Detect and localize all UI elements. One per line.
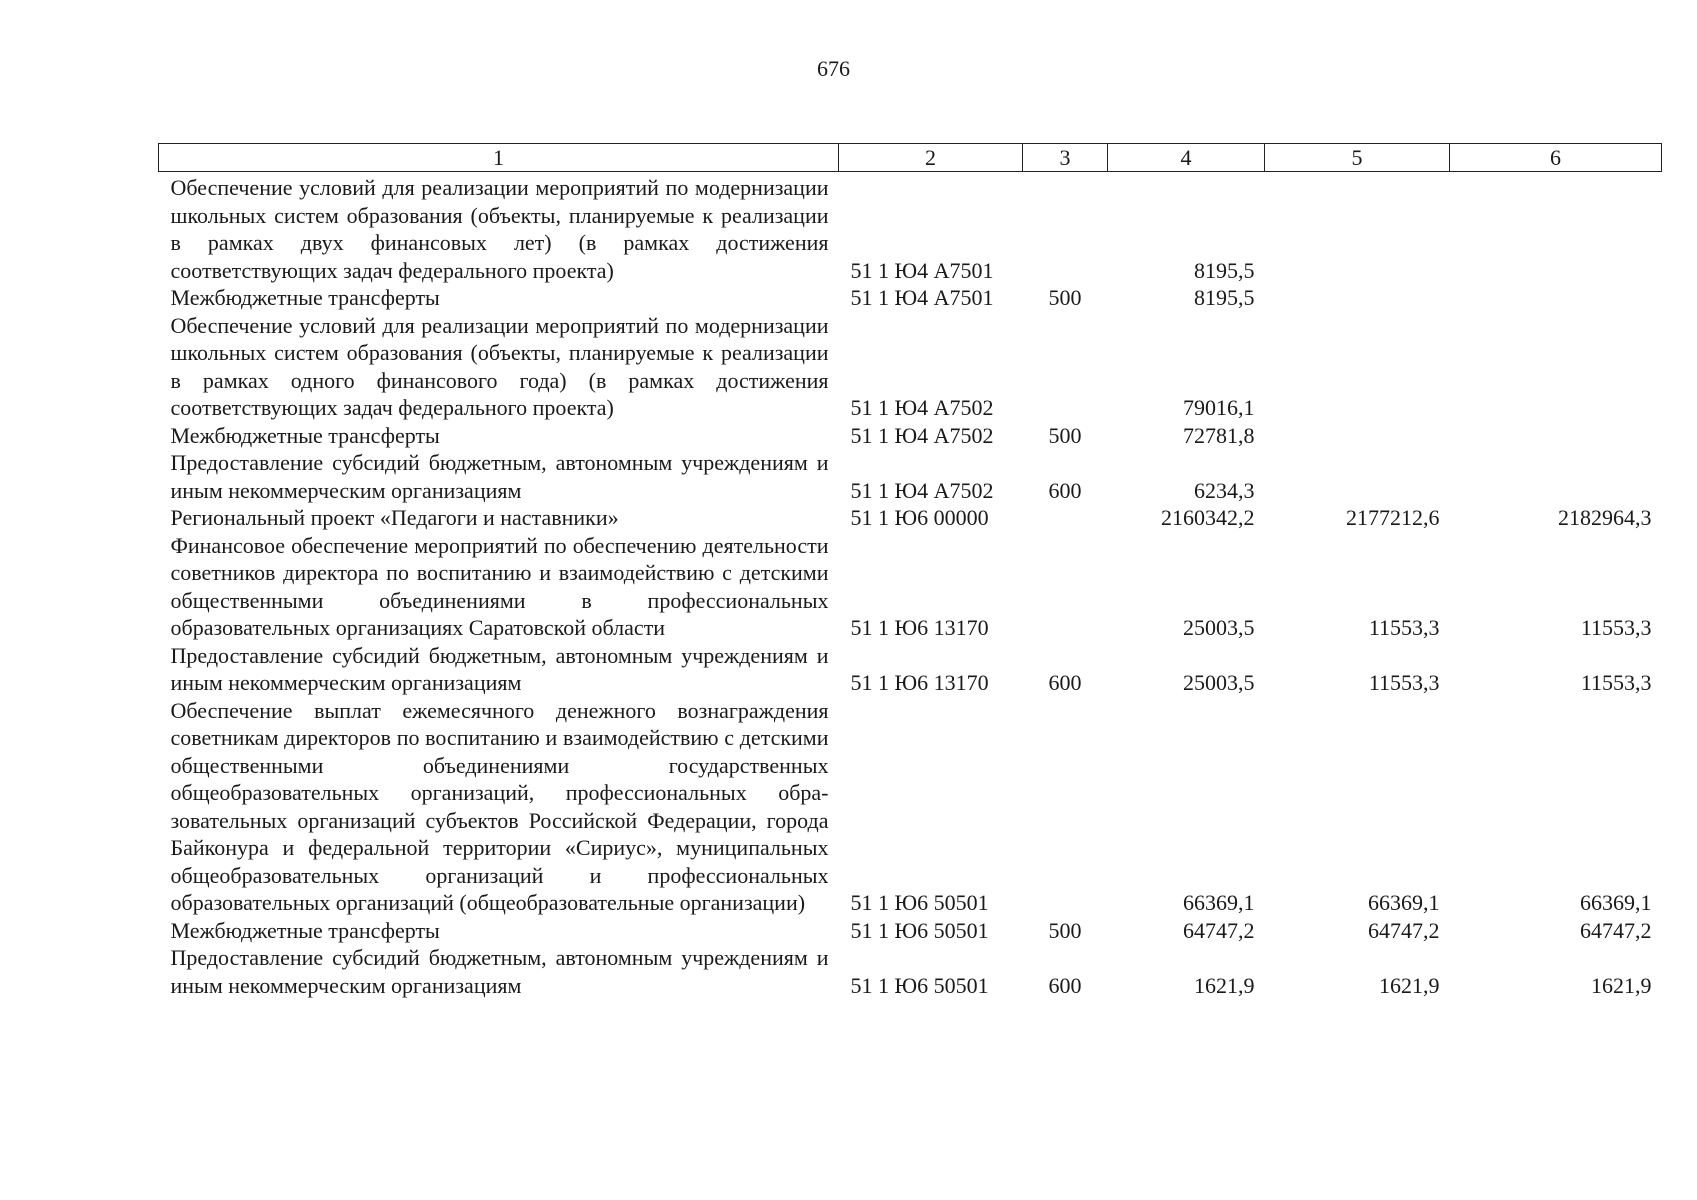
row-expense-type-cell [1023, 172, 1108, 285]
table-row [159, 642, 1662, 697]
row-value-col4-cell: 25003,5 [1183, 670, 1255, 695]
row-value-col6-cell: 11553,3 [1580, 615, 1652, 640]
table-row [159, 944, 1662, 999]
row-value-col5-cell: 2177212,6 [1346, 505, 1440, 530]
row-name-cell: Предоставление субсидий бюджетным, автономным учреждениям и иным некоммерческим организациям [170, 450, 829, 503]
row-value-col4-cell: 6234,3 [1194, 477, 1255, 503]
row-value-col4-cell: 79016,1 [1183, 395, 1255, 420]
row-value-col6-cell: 64747,2 [1580, 917, 1652, 943]
row-expense-type-cell: 500 [1048, 917, 1082, 943]
row-code-cell: 51 1 Ю4 А7502 [850, 422, 994, 448]
row-value-col6-cell: 66369,1 [1580, 890, 1652, 915]
header-cell-4: 4 [1108, 144, 1265, 172]
header-cell-2: 2 [839, 144, 1023, 172]
row-value-col6-cell: 11553,3 [1580, 670, 1652, 695]
row-value-col4-cell: 72781,8 [1183, 422, 1255, 448]
header-cell-6: 6 [1450, 144, 1662, 172]
row-value-col6-cell [1450, 312, 1662, 422]
row-name-cell: Обеспечение условий для реализации мероприятий по модернизации школьных систем образования (объекты, планируемые к реализации в рамках одного финансового года) (в рамках достижения соответствующих задач федерального проекта) [170, 312, 829, 420]
row-code-cell: 51 1 Ю6 00000 [850, 505, 989, 530]
header-cell-3: 3 [1023, 144, 1108, 172]
table-row [159, 697, 1662, 917]
header-cell-5: 5 [1265, 144, 1450, 172]
page-number: 676 [817, 56, 850, 81]
table-row [159, 449, 1662, 504]
row-value-col5-cell [1265, 422, 1450, 450]
table-row [159, 917, 1662, 945]
row-name-cell: Региональный проект «Педагоги и наставники» [170, 505, 619, 530]
row-value-col5-cell [1265, 284, 1450, 312]
row-expense-type-cell: 500 [1048, 285, 1082, 310]
table-body [159, 172, 1662, 1000]
row-value-col6-cell [1450, 422, 1662, 450]
row-value-col5-cell: 11553,3 [1368, 615, 1440, 640]
row-code-cell: 51 1 Ю6 13170 [850, 670, 989, 695]
row-value-col5-cell: 66369,1 [1368, 890, 1440, 915]
row-expense-type-cell [1023, 504, 1108, 532]
row-code-cell: 51 1 Ю4 А7502 [850, 477, 994, 503]
row-name-cell: Межбюджетные трансферты [170, 422, 440, 448]
row-code-cell: 51 1 Ю6 50501 [850, 890, 989, 915]
row-name-cell: Обеспечение выплат ежемесячного денежного вознаграждения советникам директоров по воспитанию и взаимодействию с детскими общественными объединениями государственных общеобразовательных организаций, профессиональных образовательных организаций субъектов Российской Федерации, города Байконура и федеральной территории «Сириус», муниципальных общеобразовательных организаций и профессиональных образовательных организаций (общеобразовательные организации) [170, 697, 829, 915]
row-value-col6-cell [1450, 449, 1662, 504]
row-expense-type-cell: 600 [1048, 670, 1082, 695]
row-expense-type-cell [1023, 697, 1108, 917]
header-row [159, 144, 1662, 172]
row-code-cell: 51 1 Ю4 А7502 [850, 395, 994, 420]
row-value-col6-cell [1450, 172, 1662, 285]
row-value-col5-cell: 64747,2 [1368, 917, 1440, 943]
row-value-col5-cell: 11553,3 [1368, 670, 1440, 695]
row-value-col5-cell: 1621,9 [1379, 972, 1440, 998]
row-value-col4-cell: 8195,5 [1194, 257, 1255, 283]
row-name-cell: Финансовое обеспечение мероприятий по обеспечению деятельности советников директора по воспитанию и взаимодействию с детскими общественными объединениями в профессиональных образовательных организациях Саратовской области [170, 532, 829, 640]
row-value-col4-cell: 25003,5 [1183, 615, 1255, 640]
table-row [159, 532, 1662, 642]
row-value-col6-cell: 2182964,3 [1558, 505, 1652, 530]
row-value-col4-cell: 2160342,2 [1161, 505, 1255, 530]
row-value-col5-cell [1265, 449, 1450, 504]
row-name-cell: Предоставление субсидий бюджетным, автономным учреждениям и иным некоммерческим организациям [170, 642, 829, 695]
row-name-cell: Обеспечение условий для реализации мероприятий по модернизации школьных систем образования (объекты, планируемые к реализации в рамках двух финансовых лет) (в рамках достижения соответствующих задач федерального проекта) [170, 175, 829, 283]
row-value-col4-cell: 64747,2 [1183, 917, 1255, 943]
table-row [159, 284, 1662, 312]
row-code-cell: 51 1 Ю4 А7501 [850, 285, 994, 310]
table-row [159, 422, 1662, 450]
row-expense-type-cell [1023, 312, 1108, 422]
row-code-cell: 51 1 Ю6 50501 [850, 972, 989, 998]
table-row [159, 172, 1662, 285]
row-value-col5-cell [1265, 312, 1450, 422]
row-expense-type-cell: 600 [1048, 477, 1082, 503]
header-cell-1: 1 [159, 144, 839, 172]
row-value-col4-cell: 1621,9 [1194, 972, 1255, 998]
row-code-cell: 51 1 Ю6 13170 [850, 615, 989, 640]
table-row [159, 504, 1662, 532]
row-expense-type-cell: 600 [1048, 972, 1082, 998]
row-name-cell: Межбюджетные трансферты [170, 285, 440, 310]
row-name-cell: Межбюджетные трансферты [170, 917, 440, 943]
budget-table [158, 143, 1662, 999]
table-header [159, 144, 1662, 172]
row-expense-type-cell: 500 [1048, 422, 1082, 448]
row-value-col6-cell: 1621,9 [1591, 972, 1652, 998]
row-expense-type-cell [1023, 532, 1108, 642]
row-value-col4-cell: 66369,1 [1183, 890, 1255, 915]
row-value-col5-cell [1265, 172, 1450, 285]
row-value-col4-cell: 8195,5 [1194, 285, 1255, 310]
row-name-cell: Предоставление субсидий бюджетным, автономным учреждениям и иным некоммерческим организациям [170, 945, 829, 998]
table-row [159, 312, 1662, 422]
row-code-cell: 51 1 Ю6 50501 [850, 917, 989, 943]
row-value-col6-cell [1450, 284, 1662, 312]
row-code-cell: 51 1 Ю4 А7501 [850, 257, 994, 283]
